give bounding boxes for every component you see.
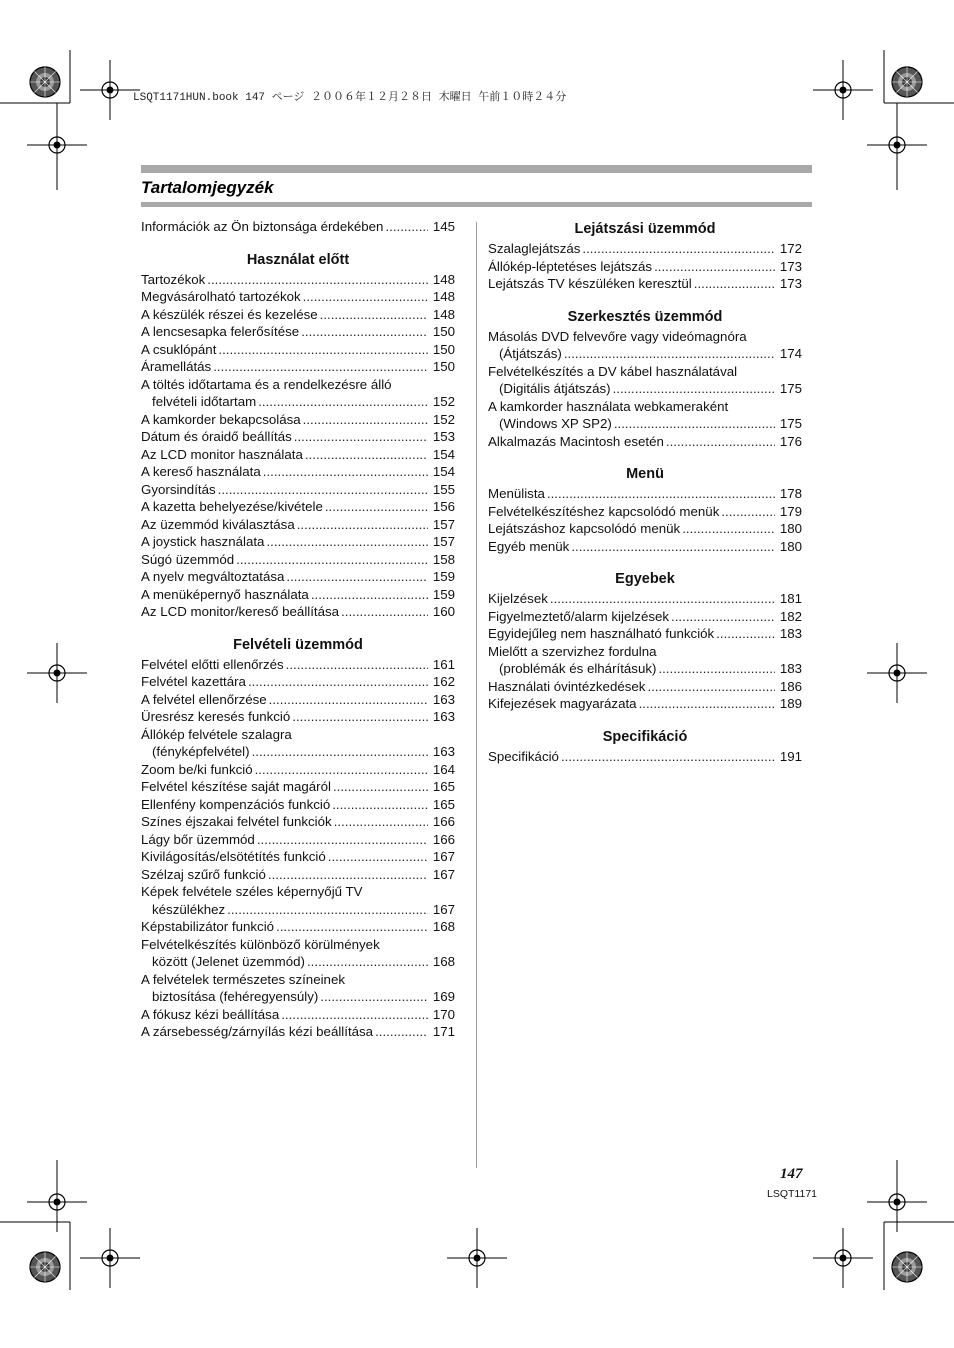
toc-entry-title: A kereső használata [141,464,261,479]
toc-entry-page: 158 [432,551,455,567]
toc-entry-title: Lágy bőr üzemmód [141,831,255,847]
toc-entry-page: 170 [432,1006,455,1022]
toc-entry-page: 167 [432,901,455,917]
toc-entry-page: 152 [432,411,455,427]
toc-entry-page: 156 [432,499,455,514]
toc-entry-title-continued: (Windows XP SP2) [499,416,612,431]
toc-entry-page: 162 [432,674,455,689]
file-header-line: LSQT1171HUN.book 147 ページ ２００６年１２月２８日 木曜日 午前１０時２４分 [133,92,567,104]
toc-entry-title-continued: (fényképfelvétel) [152,744,250,759]
toc-entry-page: 179 [779,503,802,519]
toc-entry-page: 182 [779,608,802,624]
toc-entry-page: 171 [432,1024,455,1039]
toc-entry-page: 168 [432,919,455,934]
toc-entry-title: Ellenfény kompenzációs funkció [141,796,331,812]
section-heading-hasznalat-elott: Használat előtt [246,251,350,268]
toc-entry-title: Másolás DVD felvevőre vagy videómagnóra [488,328,747,344]
toc-entry-title: A készülék részei és kezelése [141,306,318,322]
toc-entry-page: 161 [432,656,455,672]
toc-entry-page: 191 [779,748,802,764]
toc-entry-page: 153 [432,429,455,444]
toc-entry-title: Felvételkészítés a DV kábel használatával [488,363,738,379]
toc-entry-page: 174 [779,346,802,361]
toc-entry-title: Állókép felvétele szalagra [141,726,292,742]
document-code: LSQT1171 [767,1188,818,1200]
toc-entry-title: Színes éjszakai felvétel funkciók [141,814,332,829]
toc-entry-title: Az üzemmód kiválasztása [141,516,295,532]
toc-entry-title: Lejátszás TV készüléken keresztül [488,276,692,291]
toc-entry-title: Képek felvétele széles képernyőjű TV [141,884,363,899]
toc-entry-title: Információk az Ön biztonsága érdekében [141,219,384,234]
toc-entry-page: 157 [432,516,455,532]
toc-entry-title: Egyéb menük [488,538,570,554]
toc-entry-title: Egyidejűleg nem használható funkciók [488,626,715,641]
toc-entry-page: 176 [779,433,802,449]
toc-entry-page: 150 [432,324,455,339]
section-heading-felveteli-uzemmod: Felvételi üzemmód [233,636,363,653]
toc-entry-page: 166 [432,814,455,829]
toc-entry-page: 150 [432,359,455,374]
toc-entry-page: 163 [432,691,455,707]
toc-entry-title: Zoom be/ki funkció [141,761,253,777]
toc-entry-title: Szélzaj szűrő funkció [141,866,266,882]
toc-entry-title: Használati óvintézkedések [488,678,646,694]
toc-entry-title-continued: (problémák és elhárításuk) [499,661,657,676]
toc-entry-page: 172 [779,241,802,256]
toc-entry-page: 173 [779,276,802,291]
toc-entry-title: Specifikáció [488,748,559,764]
toc-entry-title: Kijelzések [488,591,548,606]
toc-entry-page: 165 [432,796,455,812]
toc-entry-page: 189 [779,696,802,711]
toc-entry-title: A lencsesapka felerősítése [141,324,300,339]
toc-entry-page: 154 [432,446,455,462]
section-heading-egyebek: Egyebek [615,571,675,587]
toc-entry-page: 150 [432,341,455,357]
toc-entry-title: Kifejezések magyarázata [488,696,637,711]
toc-entry-title-continued: (Digitális átjátszás) [499,381,611,396]
toc-entry-title: A kamkorder használata webkameraként [488,398,729,414]
toc-entry-title: Figyelmeztető/alarm kijelzések [488,608,670,624]
section-heading-lejatszasi-uzemmod: Lejátszási üzemmód [574,221,716,237]
toc-entry-title: A nyelv megváltoztatása [141,569,285,584]
toc-entry-page: 152 [432,394,455,409]
toc-entry-title: Az LCD monitor/kereső beállítása [141,604,340,619]
toc-entry-title: Felvétel készítése saját magáról [141,779,331,794]
page-title: Tartalomjegyzék [141,178,274,197]
toc-entry-title-continued: készülékhez [152,901,226,917]
toc-entry-title: Felvétel előtti ellenőrzés [141,656,284,672]
toc-entry-page: 183 [779,661,802,676]
toc-entry-page: 157 [432,534,455,549]
toc-entry-page: 181 [779,591,802,606]
toc-entry-page: 145 [432,219,455,234]
toc-entry-page: 173 [779,258,802,274]
toc-entry-title: Menülista [488,486,545,501]
toc-entry-title: Mielőtt a szervizhez fordulna [488,643,657,659]
toc-entry-title: Áramellátás [141,359,212,374]
section-heading-szerkesztes-uzemmod: Szerkesztés üzemmód [567,308,723,325]
toc-entry-title: Felvételkészítés különböző körülmények [141,936,380,952]
toc-entry-title: A fókusz kézi beállítása [141,1006,280,1022]
section-heading-menu: Menü [626,466,664,482]
toc-entry-title: A felvétel ellenőrzése [141,691,267,707]
toc-entry-page: 175 [779,381,802,396]
toc-entry-page: 160 [432,604,455,619]
toc-entry-title: Lejátszáshoz kapcsolódó menük [488,521,681,536]
toc-entry-title: A töltés időtartama és a rendelkezésre álló [141,376,392,392]
toc-entry-page: 168 [432,954,455,969]
toc-entry-title: Üresrész keresés funkció [141,709,291,724]
toc-entry-title: Felvétel kazettára [141,674,246,689]
toc-entry-page: 148 [432,306,455,322]
toc-entry-title: Állókép-léptetéses lejátszás [488,258,653,274]
toc-entry-page: 154 [432,464,455,479]
toc-entry-page: 163 [432,709,455,724]
toc-entry-title: A zársebesség/zárnyílás kézi beállítása [141,1024,374,1039]
toc-entry-page: 155 [432,481,455,497]
toc-entry-title-continued: (Átjátszás) [499,346,562,361]
toc-entry-title: Szalaglejátszás [488,241,581,256]
toc-entry-page: 180 [779,538,802,554]
toc-entry-title: Az LCD monitor használata [141,446,303,462]
toc-entry-title: A kamkorder bekapcsolása [141,411,301,427]
toc-entry-title: Kivilágosítás/elsötétítés funkció [141,849,326,864]
toc-entry-title: Felvételkészítéshez kapcsolódó menük [488,503,720,519]
toc-entry-title: A felvételek természetes színeinek [141,971,345,987]
toc-entry-title-continued: biztosítása (fehéregyensúly) [152,989,319,1004]
toc-entry-page: 163 [432,744,455,759]
section-heading-specifikacio: Specifikáció [602,728,688,745]
toc-entry-page: 186 [779,678,802,694]
toc-entry-title-continued: között (Jelenet üzemmód) [152,954,305,969]
toc-entry-page: 159 [432,569,455,584]
toc-entry-title: Tartozékok [141,271,206,287]
toc-entry-title: Súgó üzemmód [141,551,235,567]
toc-entry-title-continued: felvételi időtartam [152,394,257,409]
toc-entry-title: Gyorsindítás [141,481,216,497]
toc-entry-page: 148 [432,271,455,287]
toc-entry-page: 183 [779,626,802,641]
toc-entry-title: Képstabilizátor funkció [141,919,275,934]
toc-entry-page: 165 [432,779,455,794]
toc-entry-page: 166 [432,831,455,847]
toc-entry-page: 148 [432,289,455,304]
toc-entry-page: 164 [432,761,455,777]
toc-entry-title: Dátum és óraidő beállítás [141,429,292,444]
toc-entry-title: Megvásárolható tartozékok [141,289,301,304]
toc-entry-page: 169 [432,989,455,1004]
page-number: 147 [780,1166,803,1182]
toc-entry-title: Alkalmazás Macintosh esetén [488,433,664,449]
toc-entry-page: 180 [779,521,802,536]
toc-entry-page: 167 [432,866,455,882]
toc-entry-page: 159 [432,586,455,602]
toc-entry-page: 178 [779,486,802,501]
toc-entry-page: 175 [779,416,802,431]
toc-entry-title: A kazetta behelyezése/kivétele [141,499,323,514]
toc-entry-title: A joystick használata [141,534,265,549]
toc-entry-page: 167 [432,849,455,864]
toc-entry-title: A menüképernyő használata [141,586,309,602]
toc-entry-title: A csuklópánt [141,341,217,357]
